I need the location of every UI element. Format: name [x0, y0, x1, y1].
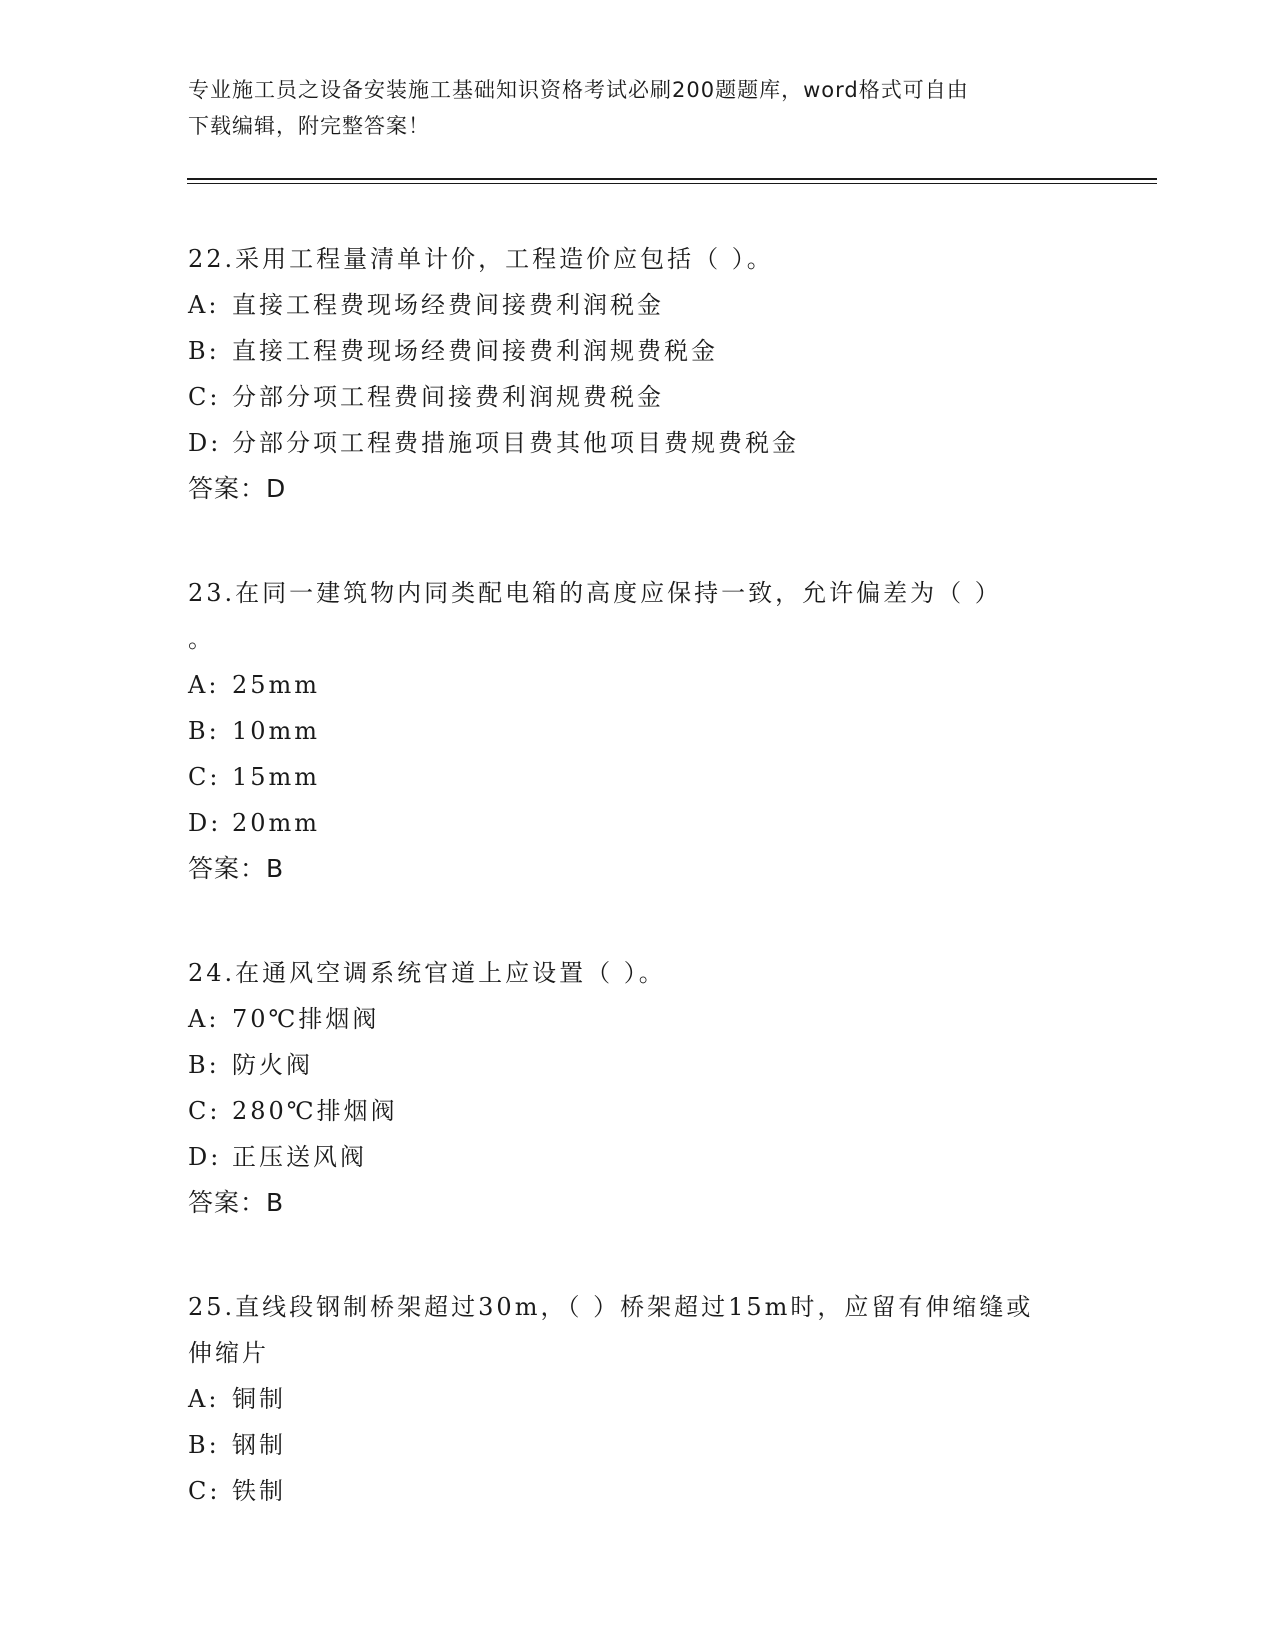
- option-a: [188, 282, 1088, 328]
- option-a: [188, 662, 1088, 708]
- header-line-1: 专业施工员之设备安装施工基础知识资格考试必刷200题题库，word格式可自由: [188, 78, 969, 102]
- option-text: 防火阀: [232, 1051, 313, 1079]
- option-c: [188, 754, 1088, 800]
- document-header: [188, 72, 1088, 144]
- option-key: B:: [188, 1431, 220, 1459]
- question-stem-continuation: 伸缩片: [188, 1339, 269, 1367]
- option-text: 钢制: [232, 1431, 286, 1459]
- option-b: [188, 1042, 1088, 1088]
- option-text: 铜制: [232, 1385, 286, 1413]
- question-stem-continuation: 。: [188, 625, 215, 653]
- option-text: 分部分项工程费间接费利润规费税金: [232, 383, 664, 411]
- option-text: 15mm: [232, 763, 321, 791]
- answer-line: 答案：B: [188, 854, 285, 883]
- option-key: C:: [188, 383, 221, 411]
- option-text: 分部分项工程费措施项目费其他项目费规费税金: [232, 429, 799, 457]
- option-key: B:: [188, 337, 220, 365]
- option-key: D:: [188, 809, 222, 837]
- option-key: A:: [188, 291, 220, 319]
- option-key: C:: [188, 763, 221, 791]
- answer-line: 答案：B: [188, 1188, 285, 1217]
- option-text: 70℃排烟阀: [232, 1005, 380, 1033]
- option-key: D:: [188, 429, 222, 457]
- option-d: [188, 1134, 1088, 1180]
- option-text: 25mm: [232, 671, 321, 699]
- header-line-2: 下载编辑，附完整答案！: [188, 114, 430, 138]
- question-stem: 23.在同一建筑物内同类配电箱的高度应保持一致，允许偏差为（ ）: [188, 579, 1002, 607]
- header-divider-thick: [187, 178, 1157, 180]
- question-list: [188, 236, 1088, 1572]
- option-key: A:: [188, 1385, 220, 1413]
- option-a: [188, 1376, 1088, 1422]
- option-text: 直接工程费现场经费间接费利润税金: [232, 291, 664, 319]
- option-key: A:: [188, 671, 220, 699]
- question-23: [188, 570, 1088, 892]
- option-d: [188, 800, 1088, 846]
- option-key: A:: [188, 1005, 220, 1033]
- option-c: [188, 1088, 1088, 1134]
- answer-line: 答案：D: [188, 474, 287, 503]
- option-key: D:: [188, 1143, 222, 1171]
- option-key: C:: [188, 1477, 221, 1505]
- option-text: 20mm: [232, 809, 321, 837]
- option-b: [188, 708, 1088, 754]
- option-d: [188, 420, 1088, 466]
- option-key: C:: [188, 1097, 221, 1125]
- option-key: B:: [188, 1051, 220, 1079]
- option-key: B:: [188, 717, 220, 745]
- option-text: 10mm: [232, 717, 321, 745]
- header-divider-thin: [187, 183, 1157, 184]
- option-b: [188, 1422, 1088, 1468]
- option-text: 正压送风阀: [232, 1143, 367, 1171]
- question-22: [188, 236, 1088, 512]
- option-text: 直接工程费现场经费间接费利润规费税金: [232, 337, 718, 365]
- question-stem: 25.直线段钢制桥架超过30m，（ ）桥架超过15m时，应留有伸缩缝或: [188, 1293, 1034, 1321]
- option-b: [188, 328, 1088, 374]
- question-stem: 24.在通风空调系统官道上应设置（ ）。: [188, 959, 666, 987]
- question-stem: 22.采用工程量清单计价，工程造价应包括（ ）。: [188, 245, 774, 273]
- option-a: [188, 996, 1088, 1042]
- option-c: [188, 1468, 1088, 1514]
- option-text: 280℃排烟阀: [232, 1097, 398, 1125]
- question-25: [188, 1284, 1088, 1514]
- option-text: 铁制: [232, 1477, 286, 1505]
- option-c: [188, 374, 1088, 420]
- question-24: [188, 950, 1088, 1226]
